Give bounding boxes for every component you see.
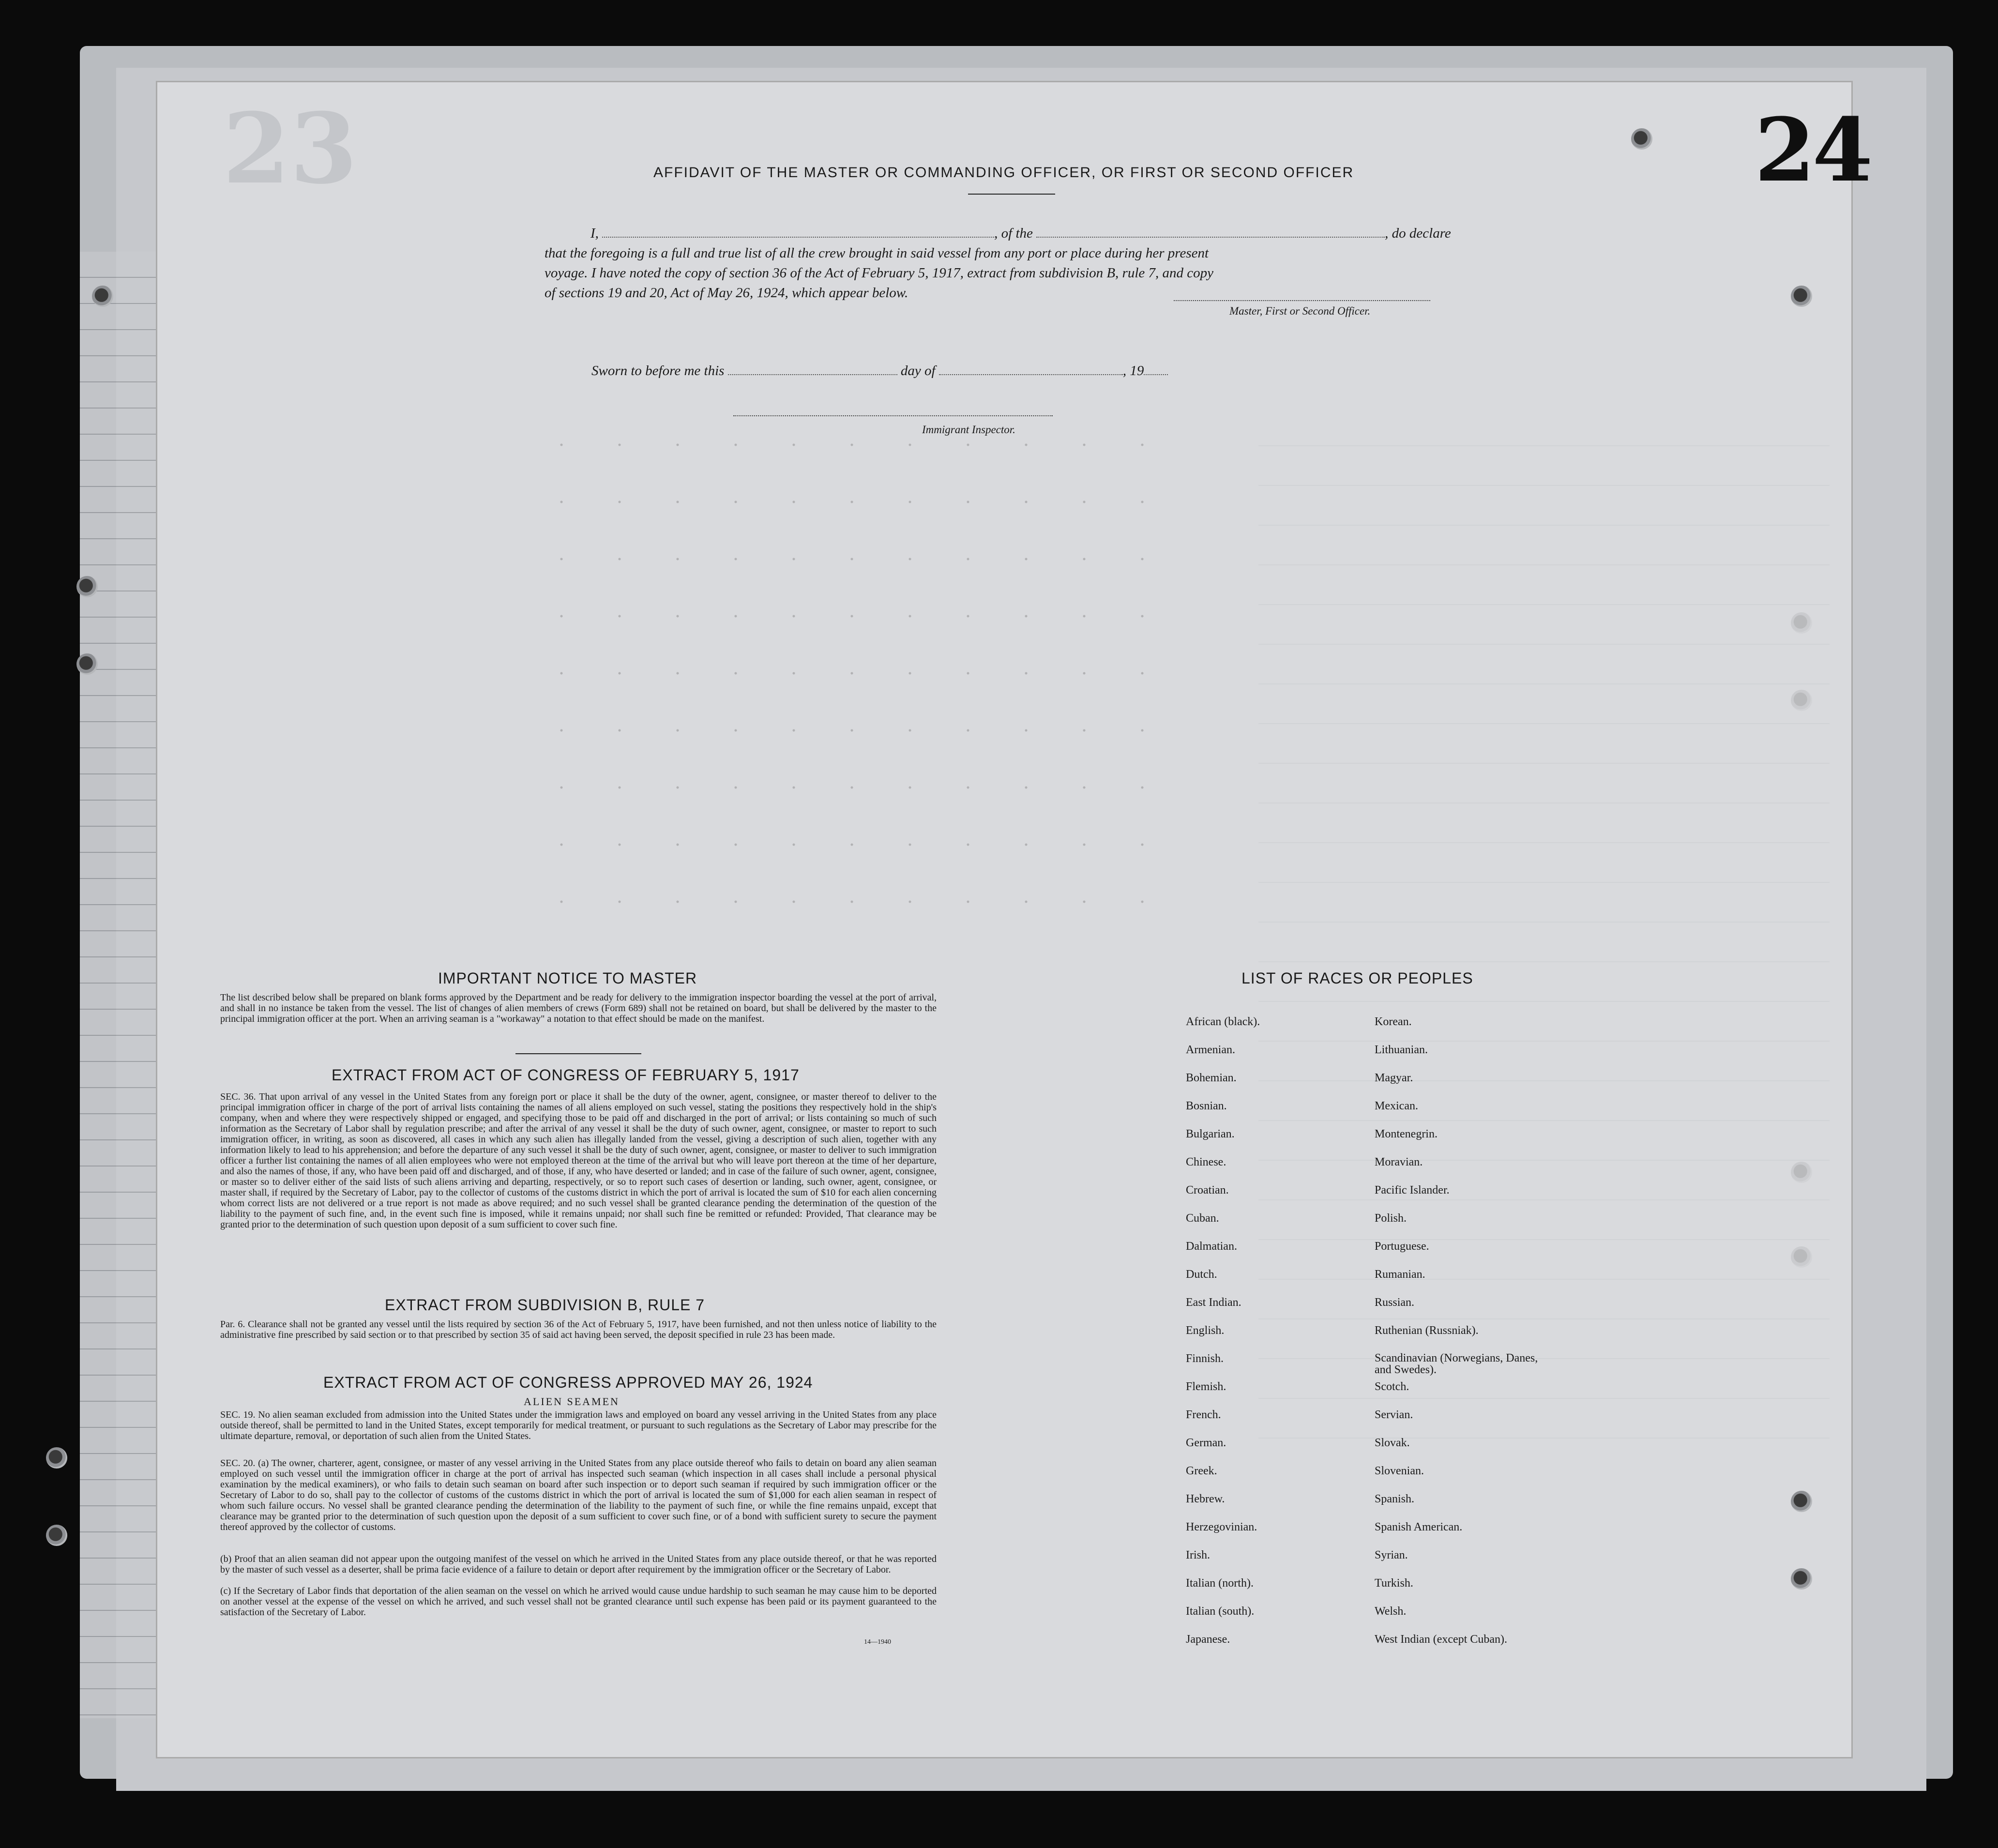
section-20b-text: (b) Proof that an alien seaman did not appear upon the outgoing manifest of the vessel on which he arrived in the United States from any place outside thereof, or that he was reported by the master of such vessel as a deserter, shall be prima facie evidence of a failure to detain or deport after requirement by the immigration officer or the Secretary of Labor. (220, 1554, 937, 1575)
race-item: Herzegovinian. (1186, 1521, 1257, 1533)
notice-title: IMPORTANT NOTICE TO MASTER (438, 969, 697, 987)
extract-1917-text: SEC. 36. That upon arrival of any vessel in the United States from any foreign port or place it shall be the duty of the owner, agent, consignee, or master thereof to deliver to the principal immigration officer in charge of the port of arrival lists containing the names of all aliens employed on such vessel, stating the positions they respectively hold in the ship's company, when and where they were respectively shipped or engaged, and specifying those to be paid off and discharged in the port of arrival; or lists containing so much of such information as the Secretary of Labor shall by regulation prescribe; and after the arrival of any vessel it shall be the duty of such owner, agent, consignee, or master to report to such immigration officer, in writing, as soon as discovered, all cases in which any such alien has illegally landed from the vessel, giving a description of such alien, together with any information likely to lead to his apprehension; and before the departure of any such vessel it shall be the duty of such owner, agent, consignee, or master to deliver to such immigration officer a further list containing the names of all alien employees who were not employed thereon at the time of the arrival but who will leave port thereon at the time of her departure, and also the names of those, if any, who have been paid off and discharged, and of those, if any, who have deserted or landed; and in case of the failure of such owner, agent, consignee, or master so to deliver either of the said lists of such aliens arriving and departing, respectively, or so to report such cases of desertion or landing, such owner, agent, consignee, or master shall, if required by the Secretary of Labor, pay to the collector of customs of the customs district in which the port of arrival is located the sum of $10 for each alien concerning whom correct lists are not delivered or a true report is not made as above required; and no such vessel shall be granted clearance pending the determination of the question of the liability to the payment of such fine, and, in the event such fine is imposed, while it remains unpaid; nor shall such fine be remitted or refunded: Provided, That clearance may be granted prior to the determination of such question upon deposit of a sum sufficient to cover such fine. (220, 1091, 937, 1230)
race-item: Portuguese. (1375, 1240, 1429, 1253)
race-item: Hebrew. (1186, 1493, 1225, 1505)
divider (515, 1053, 641, 1054)
sworn-day-of: day of (900, 363, 936, 379)
punch-hole-icon (1791, 1491, 1812, 1512)
race-item: Armenian. (1186, 1044, 1235, 1056)
bleed-through-dots (532, 416, 1162, 949)
punch-hole-icon (1791, 286, 1812, 307)
section-20c-text: (c) If the Secretary of Labor finds that deportation of the alien seaman on the vessel on which he arrived would cause undue hardship to such seaman he may cause him to be deported on another vessel at the expense of the vessel on which he arrived, and such vessel shall not be granted clearance until such expense has been paid or its payment guaranteed to the satisfaction of the Secretary of Labor. (220, 1586, 937, 1618)
extract-rule7-title: EXTRACT FROM SUBDIVISION B, RULE 7 (385, 1296, 705, 1314)
declaration (545, 224, 1508, 303)
sworn-line (591, 363, 1168, 379)
race-item: Slovak. (1375, 1437, 1410, 1449)
sworn-month-field[interactable] (939, 374, 1123, 375)
ghost-page-number: 23 (223, 92, 358, 206)
declaration-do-declare: , do declare (1385, 226, 1451, 241)
punch-hole-icon (76, 653, 98, 675)
divider (968, 194, 1055, 195)
race-item: Polish. (1375, 1212, 1407, 1225)
race-item: Rumanian. (1375, 1268, 1425, 1281)
extract-1924-subtitle: ALIEN SEAMEN (524, 1395, 620, 1408)
race-item: Spanish American. (1375, 1521, 1463, 1533)
declaration-line: of sections 19 and 20, Act of May 26, 1924, which appear below. (545, 285, 908, 301)
punch-hole-icon (1631, 128, 1652, 150)
race-item: Bohemian. (1186, 1072, 1237, 1084)
race-item: Slovenian. (1375, 1465, 1424, 1477)
extract-1924-title: EXTRACT FROM ACT OF CONGRESS APPROVED MAY 26, 1924 (323, 1374, 813, 1391)
race-item: Flemish. (1186, 1380, 1226, 1393)
race-item: Welsh. (1375, 1605, 1407, 1618)
race-item: Moravian. (1375, 1156, 1423, 1168)
race-item: Servian. (1375, 1409, 1413, 1421)
page-number: 24 (1755, 99, 1870, 201)
race-item: English. (1186, 1324, 1225, 1337)
name-field[interactable] (602, 237, 994, 238)
ruled-margin (80, 252, 157, 1718)
extract-rule7-text: Par. 6. Clearance shall not be granted any vessel until the lists required by section 36 of the Act of February 5, 1917, have been furnished, and not then unless notice of liability to the administrative fine prescribed by said section or to that prescribed by section 35 of said act having been served, the deposit specified in rule 23 has been made. (220, 1319, 937, 1340)
sworn-year-field[interactable] (1144, 374, 1168, 375)
races-list-right (1375, 1015, 1549, 1661)
punch-hole-icon (46, 1525, 67, 1546)
race-item: Greek. (1186, 1465, 1217, 1477)
race-item: Cuban. (1186, 1212, 1219, 1225)
race-item: Bosnian. (1186, 1100, 1227, 1112)
race-item: West Indian (except Cuban). (1375, 1633, 1507, 1646)
race-item: Finnish. (1186, 1352, 1224, 1365)
race-item: Magyar. (1375, 1072, 1413, 1084)
race-item: Pacific Islander. (1375, 1184, 1450, 1197)
race-item: Italian (south). (1186, 1605, 1255, 1618)
race-item: Syrian. (1375, 1549, 1408, 1561)
master-signature-field[interactable] (1174, 300, 1430, 301)
inspector-caption: Immigrant Inspector. (922, 424, 1015, 436)
section-20a-text: SEC. 20. (a) The owner, charterer, agent, consignee, or master of any vessel arriving in the United States from any place outside thereof who fails to detain on board any alien seaman employed on such vessel until the immigration officer in charge at the port of arrival has inspected such seaman (which inspection in all cases shall include a personal physical examination by the medical examiners), or who fails to detain such seaman on board after such inspection or to deport such seaman if required by such immigration officer or the Secretary of Labor to do so, shall pay to the collector of customs of the customs district in which the port of arrival is located the sum of $1,000 for each alien seaman in respect of whom such failure occurs. No vessel shall be granted clearance pending the determination of the liability to the payment of such fine, or while the fine remains unpaid, except that clearance may be granted prior to the determination of such question upon the deposit of a sum sufficient to cover such fine, or of a bond with sufficient surety to secure the payment thereof approved by the collector of customs. (220, 1458, 937, 1532)
race-item: Bulgarian. (1186, 1128, 1235, 1140)
race-item: Korean. (1375, 1015, 1412, 1028)
punch-hole-icon (1791, 1568, 1812, 1590)
declaration-line: that the foregoing is a full and true list of all the crew brought in said vessel from any port or place during her present (545, 245, 1209, 261)
race-item: Dalmatian. (1186, 1240, 1237, 1253)
declaration-prefix: I, (590, 226, 599, 241)
sworn-year: , 19 (1122, 363, 1144, 379)
race-item: African (black). (1186, 1015, 1260, 1028)
race-item: Montenegrin. (1375, 1128, 1438, 1140)
sworn-prefix: Sworn to before me this (591, 363, 725, 379)
extract-1917-title: EXTRACT FROM ACT OF CONGRESS OF FEBRUARY 5, 1917 (332, 1066, 800, 1084)
race-item: Spanish. (1375, 1493, 1415, 1505)
vessel-field[interactable] (1036, 237, 1385, 238)
race-item: East Indian. (1186, 1296, 1241, 1309)
race-item: Turkish. (1375, 1577, 1413, 1590)
punch-hole-icon (46, 1447, 67, 1469)
declaration-of-the: , of the (994, 226, 1033, 241)
master-caption: Master, First or Second Officer. (1229, 305, 1371, 317)
inspector-signature-field[interactable] (733, 415, 1053, 416)
race-item: French. (1186, 1409, 1221, 1421)
race-item: German. (1186, 1437, 1226, 1449)
race-item: Croatian. (1186, 1184, 1229, 1197)
form-number: 14—1940 (864, 1638, 891, 1646)
sworn-day-field[interactable] (728, 374, 897, 375)
races-title: LIST OF RACES OR PEOPLES (1241, 969, 1473, 987)
races-list-left (1186, 1015, 1260, 1661)
race-item: Russian. (1375, 1296, 1415, 1309)
race-item: Lithuanian. (1375, 1044, 1428, 1056)
race-item: Chinese. (1186, 1156, 1226, 1168)
race-item: Japanese. (1186, 1633, 1230, 1646)
punch-hole-icon (76, 576, 98, 597)
race-item: Italian (north). (1186, 1577, 1254, 1590)
race-item: Scandinavian (Norwegians, Danes, and Swedes). (1375, 1352, 1538, 1376)
race-item: Mexican. (1375, 1100, 1418, 1112)
notice-text: The list described below shall be prepared on blank forms approved by the Department and be ready for delivery to the immigration inspector boarding the vessel at the port of arrival, and shall in no instance be taken from the vessel. The list of changes of alien members of crews (Form 689) shall not be retained on board, but shall be delivered by the master to the principal immigration officer at the port. When an arriving seaman is a "workaway" a notation to that effect should be made on the manifest. (220, 992, 937, 1024)
race-item: Scotch. (1375, 1380, 1409, 1393)
race-item: Irish. (1186, 1549, 1210, 1561)
race-item: Ruthenian (Russniak). (1375, 1324, 1479, 1337)
race-item: Dutch. (1186, 1268, 1217, 1281)
declaration-line: voyage. I have noted the copy of section 36 of the Act of February 5, 1917, extract from subdivision B, rule 7, and copy (545, 265, 1214, 281)
punch-hole-icon (92, 286, 113, 307)
section-19-text: SEC. 19. No alien seaman excluded from admission into the United States under the immigration laws and employed on board any vessel arriving in the United States from any place outside thereof, shall be permitted to land in the United States, except temporarily for medical treatment, or pursuant to such regulations as the Secretary of Labor may prescribe for the ultimate departure, removal, or deportation of such alien from the United States. (220, 1409, 937, 1441)
affidavit-title: AFFIDAVIT OF THE MASTER OR COMMANDING OFFICER, OR FIRST OR SECOND OFFICER (653, 165, 1354, 181)
